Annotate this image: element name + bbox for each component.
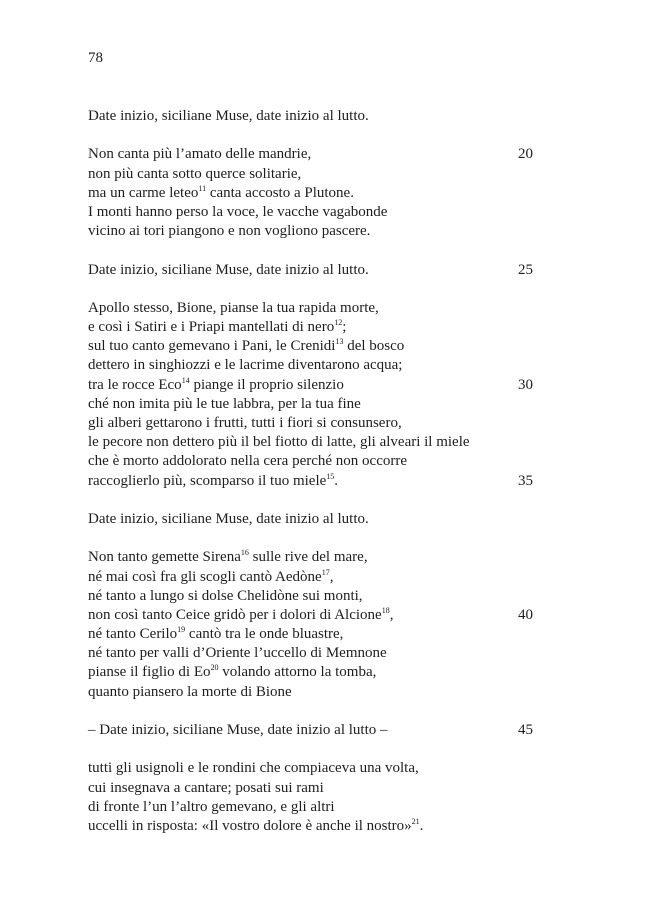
verse-text: sulle rive del mare, [248,549,368,566]
verse-line [88,605,533,625]
verse-line [88,107,528,126]
verse-text: vicino ai tori piangono e non vogliono pascere. [88,223,371,240]
verse-text: ; [342,319,347,336]
stanza-gap [88,702,528,721]
verse-line [88,203,528,222]
stanza-gap [88,241,528,260]
verse-line [88,471,533,491]
verse-text: raccoglierlo più, scomparso il tuo miele [88,472,327,489]
verse-line [88,184,528,203]
verse-text: né tanto a lungo si dolse Chelidòne sui monti, [88,587,363,604]
verse-text: gli alberi gettarono i frutti, tutti i fiori si consunsero, [88,415,402,431]
stanza-gap [88,280,528,299]
verse-line [88,779,528,798]
verse-text: – Date inizio, siciliane Muse, date inizio al lutto – [88,722,388,738]
verse-text: non così tanto Ceice gridò per i dolori di Alcione [88,606,382,623]
verse-line [88,356,528,375]
verse-text: ma un carme leteo [88,184,199,201]
footnote-ref: 20 [210,663,219,673]
verse-text: Apollo stesso, Bione, pianse la tua rapida morte, [88,299,379,316]
footnote-ref: 17 [321,567,330,577]
verse-text: cantò tra le onde bluastre, [185,626,344,643]
verse-line [88,433,528,452]
poem-text [88,107,533,836]
verse-text: piange il proprio silenzio [189,376,344,393]
verse-text: di fronte l’un l’altro gemevano, e gli altri [88,798,335,815]
verse-line [88,414,528,433]
footnote-ref: 18 [381,605,390,615]
verse-text: quanto piansero la morte di Bione [88,683,292,700]
verse-line [88,145,533,164]
verse-line [88,663,528,682]
verse-text: né mai così fra gli scogli cantò Aedòne [88,568,322,585]
verse-line [88,261,533,280]
verse-line [88,337,528,356]
verse-text: sul tuo canto gemevano i Pani, le Crenidi [88,338,336,355]
verse-text: e così i Satiri e i Priapi mantellati di nero [88,319,335,336]
verse-text: volando attorno la tomba, [218,664,377,681]
verse-line [88,165,528,184]
line-number: 35 [518,472,533,489]
verse-text: . [334,472,339,489]
verse-line [88,683,528,702]
line-number: 40 [518,606,533,623]
stanza-gap [88,740,528,759]
verse-text: pianse il figlio di Eo [88,664,211,681]
verse-text: Non tanto gemette Sirena [88,549,241,566]
verse-text: Date inizio, siciliane Muse, date inizio al lutto. [88,108,369,124]
verse-line [88,817,528,836]
verse-text: né tanto per valli d’Oriente l’uccello di Memnone [88,645,387,662]
verse-line [88,452,528,471]
verse-text: Date inizio, siciliane Muse, date inizio al lutto. [88,261,369,278]
verse-text: Date inizio, siciliane Muse, date inizio al lutto. [88,510,369,527]
verse-text: , [329,568,334,585]
page-number: 78 [88,50,103,66]
verse-text: cui insegnava a cantare; posati sui rami [88,779,324,796]
verse-line [88,759,528,778]
footnote-ref: 19 [177,625,186,635]
footnote-ref: 15 [326,471,335,481]
verse-line [88,625,528,644]
line-number: 30 [518,376,533,393]
verse-text: né tanto Cerilo [88,626,178,643]
verse-text: . [419,817,424,834]
footnote-ref: 13 [335,337,344,347]
verse-line [88,587,528,606]
verse-line [88,375,533,395]
verse-line [88,568,528,587]
verse-line [88,222,528,241]
footnote-ref: 12 [334,318,343,328]
verse-text: I monti hanno perso la voce, le vacche vagabonde [88,203,388,220]
verse-text: tutti gli usignoli e le rondini che compiaceva una volta, [88,760,419,777]
stanza-gap [88,529,528,548]
footnote-ref: 16 [240,548,249,558]
line-number: 20 [518,146,533,163]
verse-line [88,510,528,529]
verse-text: ché non imita più le tue labbra, per la tua fine [88,395,361,412]
verse-text: non più canta sotto querce solitarie, [88,165,302,182]
verse-line [88,798,528,817]
verse-line [88,721,533,740]
line-number: 25 [518,261,533,278]
stanza-gap [88,126,528,145]
verse-text: canta accosto a Plutone. [206,184,354,201]
verse-line [88,548,528,567]
verse-text: le pecore non dettero più il bel fiotto di latte, gli alveari il miele [88,434,470,451]
verse-line [88,318,528,337]
verse-line [88,299,528,318]
verse-text: che è morto addolorato nella cera perché non occorre [88,453,407,470]
verse-line [88,644,528,663]
footnote-ref: 14 [181,375,190,385]
line-number: 45 [518,722,533,738]
verse-text: dettero in singhiozzi e le lacrime diventarono acqua; [88,357,403,374]
verse-line [88,395,528,414]
verse-text: , [389,606,394,623]
verse-text: del bosco [343,338,405,355]
verse-text: uccelli in risposta: «Il vostro dolore è anche il nostro» [88,817,412,834]
footnote-ref: 21 [411,816,420,826]
footnote-ref: 11 [198,183,207,193]
verse-text: tra le rocce Eco [88,376,182,393]
verse-text: Non canta più l’amato delle mandrie, [88,146,312,163]
stanza-gap [88,491,528,510]
